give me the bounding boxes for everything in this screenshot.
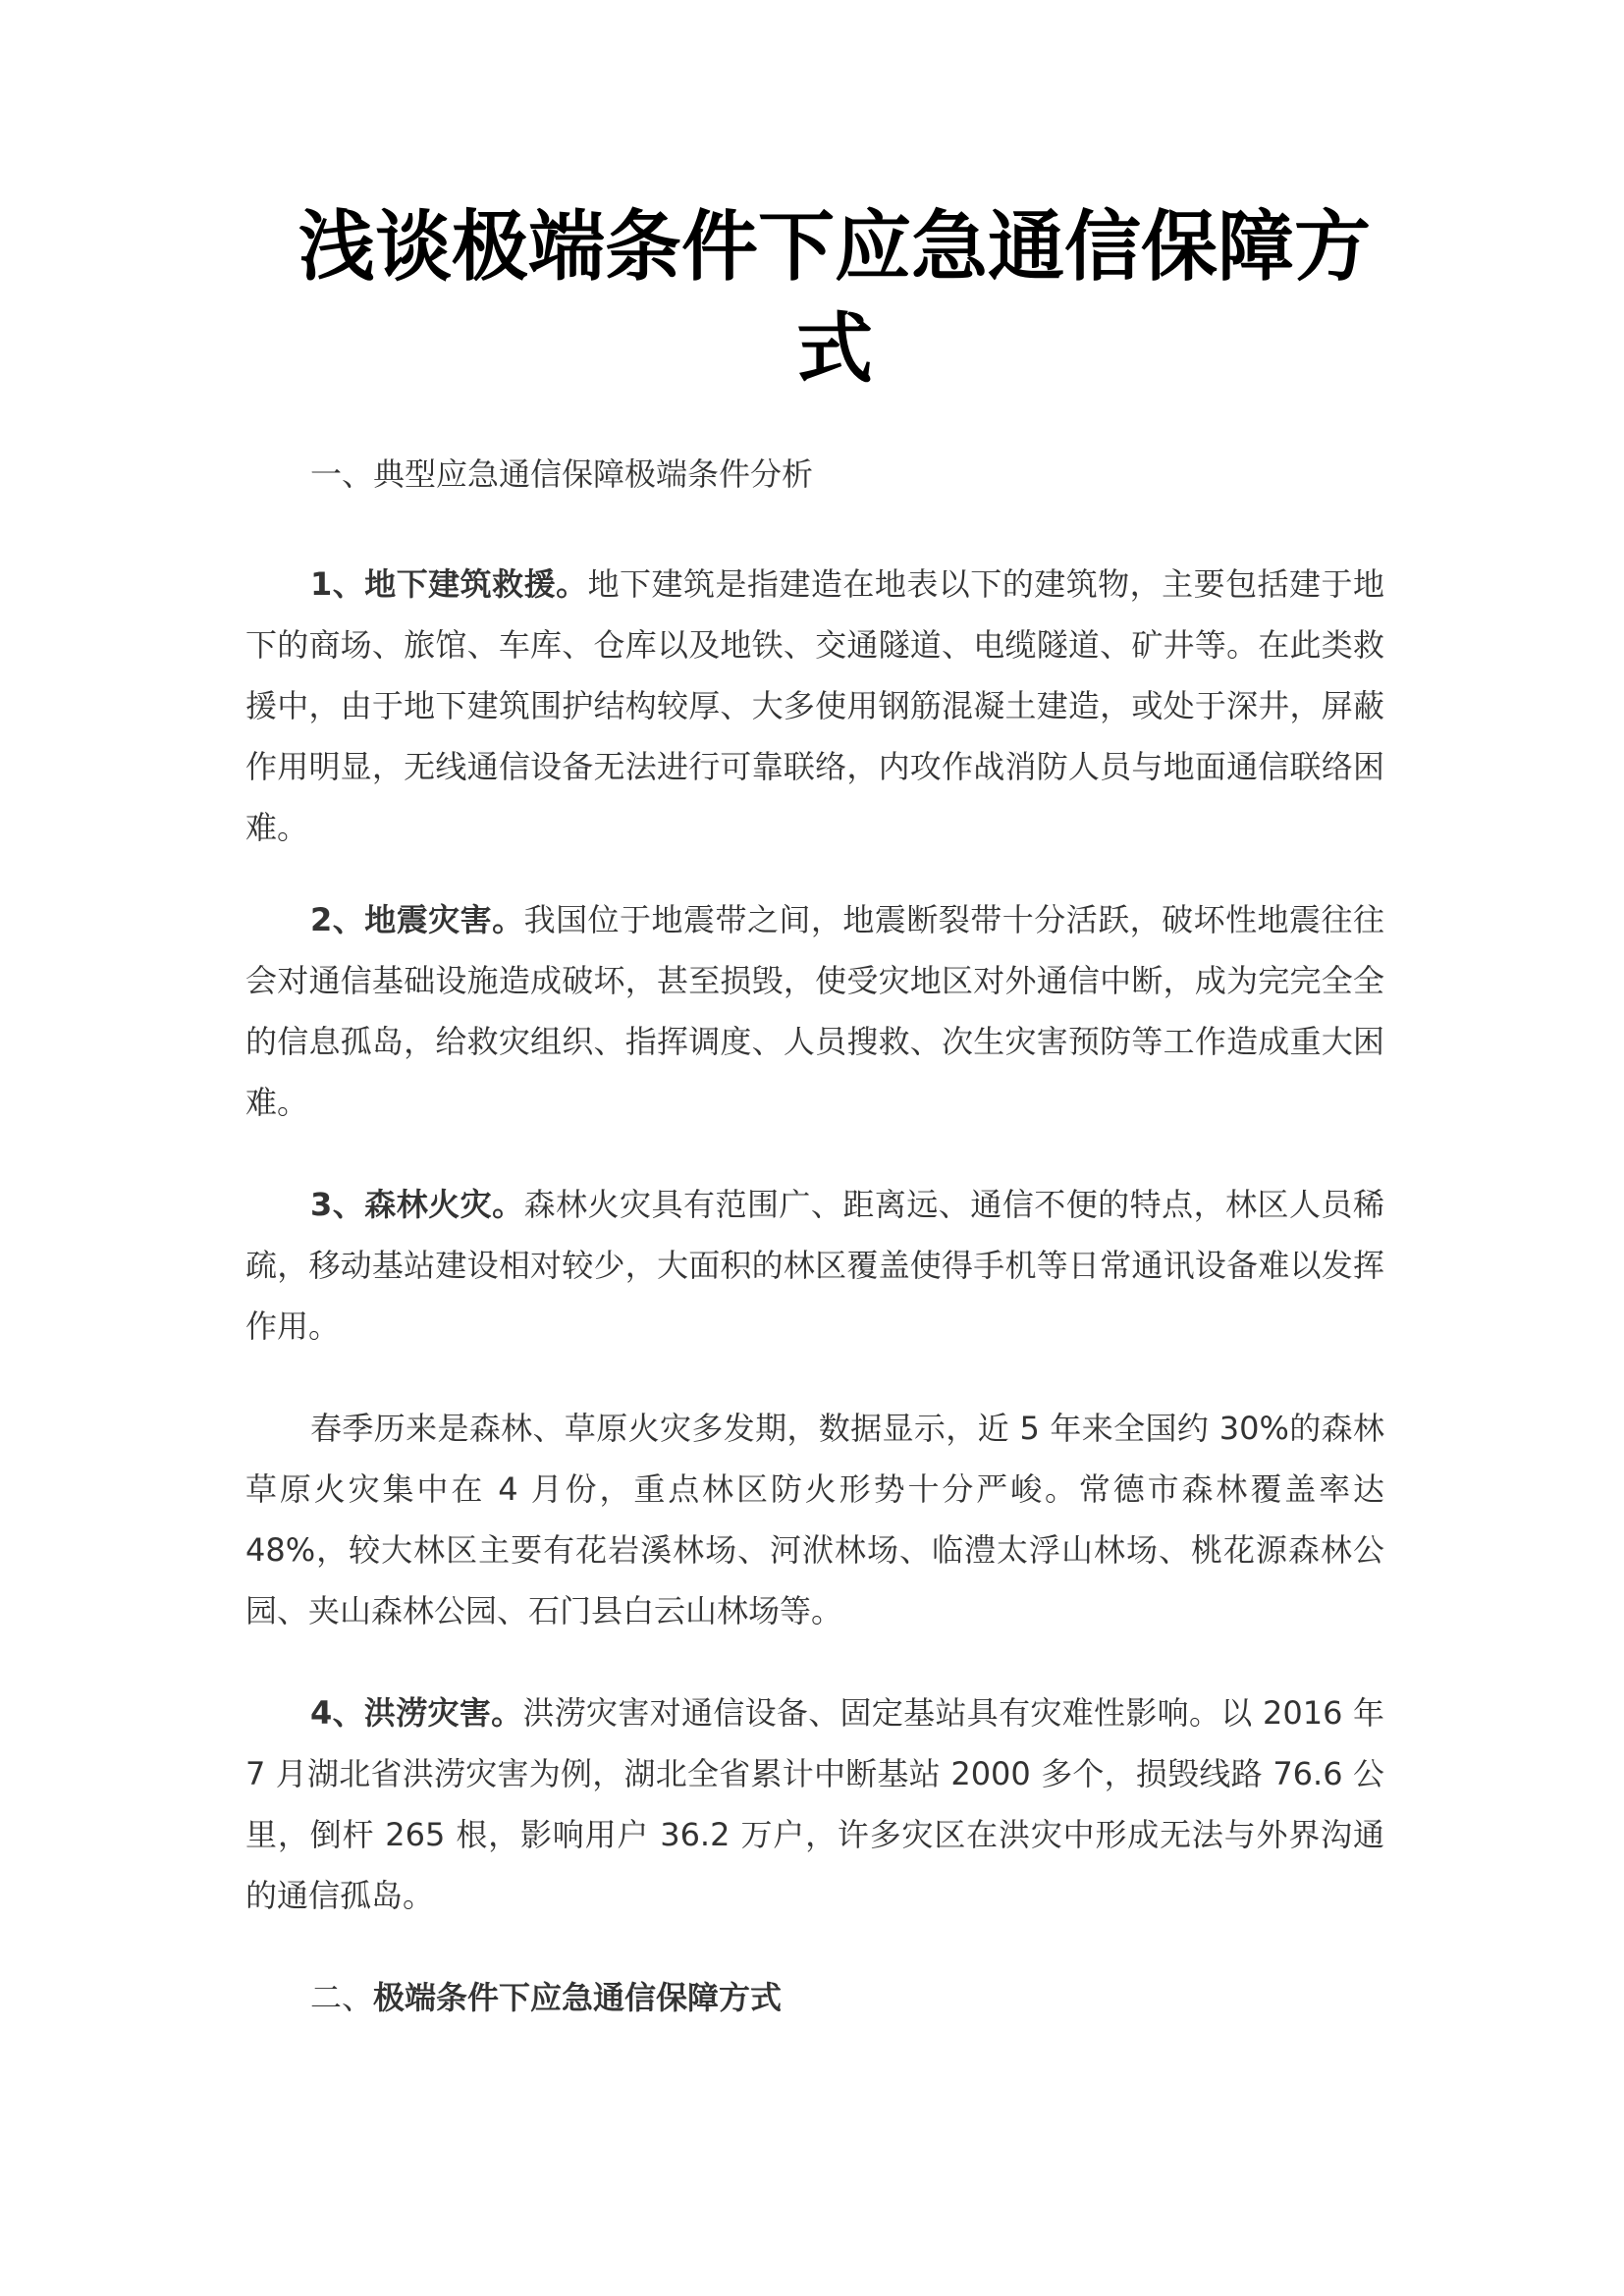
paragraph-text: 地下建筑是指建造在地表以下的建筑物，主要包括建于地下的商场、旅馆、车库、仓库以及地铁、交通隧道、电缆隧道、矿井等。在此类救援中，由于地下建筑围护结构较厚、大多使用钢筋混凝土建造，或处于深井，屏蔽作用明显，无线通信设备无法进行可靠联络，内攻作战消防人员与地面通信联络困难。 bbox=[245, 565, 1384, 846]
paragraph-forest-fire bbox=[245, 1174, 1384, 1357]
paragraph-lead: 2、地震灾害。 bbox=[310, 901, 524, 938]
section-number: 二、 bbox=[310, 1979, 374, 2016]
paragraph-lead: 1、地下建筑救援。 bbox=[310, 565, 588, 603]
section-number: 一、 bbox=[310, 455, 374, 493]
paragraph-lead: 4、洪涝灾害。 bbox=[310, 1694, 523, 1732]
paragraph-lead: 3、森林火灾。 bbox=[310, 1186, 524, 1223]
paragraph-text: 春季历来是森林、草原火灾多发期，数据显示，近 5 年来全国约 30%的森林草原火灾集中在 4 月份，重点林区防火形势十分严峻。常德市森林覆盖率达 48%，较大林区主要有花岩溪林场、河洑林场、临澧太浮山林场、桃花源森林公园、夹山森林公园、石门县白云山林场等。 bbox=[245, 1410, 1384, 1629]
section-title: 典型应急通信保障极端条件分析 bbox=[373, 455, 814, 493]
paragraph-flood bbox=[245, 1682, 1384, 1926]
paragraph-text: 我国位于地震带之间，地震断裂带十分活跃，破坏性地震往往会对通信基础设施造成破坏，甚至损毁，使受灾地区对外通信中断，成为完完全全的信息孤岛，给救灾组织、指挥调度、人员搜救、次生灾害预防等工作造成重大困难。 bbox=[245, 901, 1384, 1121]
paragraph-text: 森林火灾具有范围广、距离远、通信不便的特点，林区人员稀疏，移动基站建设相对较少，大面积的林区覆盖使得手机等日常通讯设备难以发挥作用。 bbox=[245, 1186, 1384, 1345]
section-heading-1 bbox=[245, 444, 1384, 505]
paragraph-spring-fire-data bbox=[245, 1398, 1384, 1641]
paragraph-underground-rescue bbox=[245, 554, 1384, 858]
paragraph-text: 洪涝灾害对通信设备、固定基站具有灾难性影响。以 2016 年 7 月湖北省洪涝灾害为例，湖北全省累计中断基站 2000 多个，损毁线路 76.6 公里，倒杆 265 根，影响用户 36.2 万户，许多灾区在洪灾中形成无法与外界沟通的通信孤岛。 bbox=[245, 1694, 1384, 1914]
section-heading-2 bbox=[245, 1967, 1384, 2028]
paragraph-earthquake bbox=[245, 889, 1384, 1133]
section-title: 极端条件下应急通信保障方式 bbox=[373, 1979, 783, 2016]
document-title: 浅谈极端条件下应急通信保障方式 bbox=[298, 203, 1371, 394]
